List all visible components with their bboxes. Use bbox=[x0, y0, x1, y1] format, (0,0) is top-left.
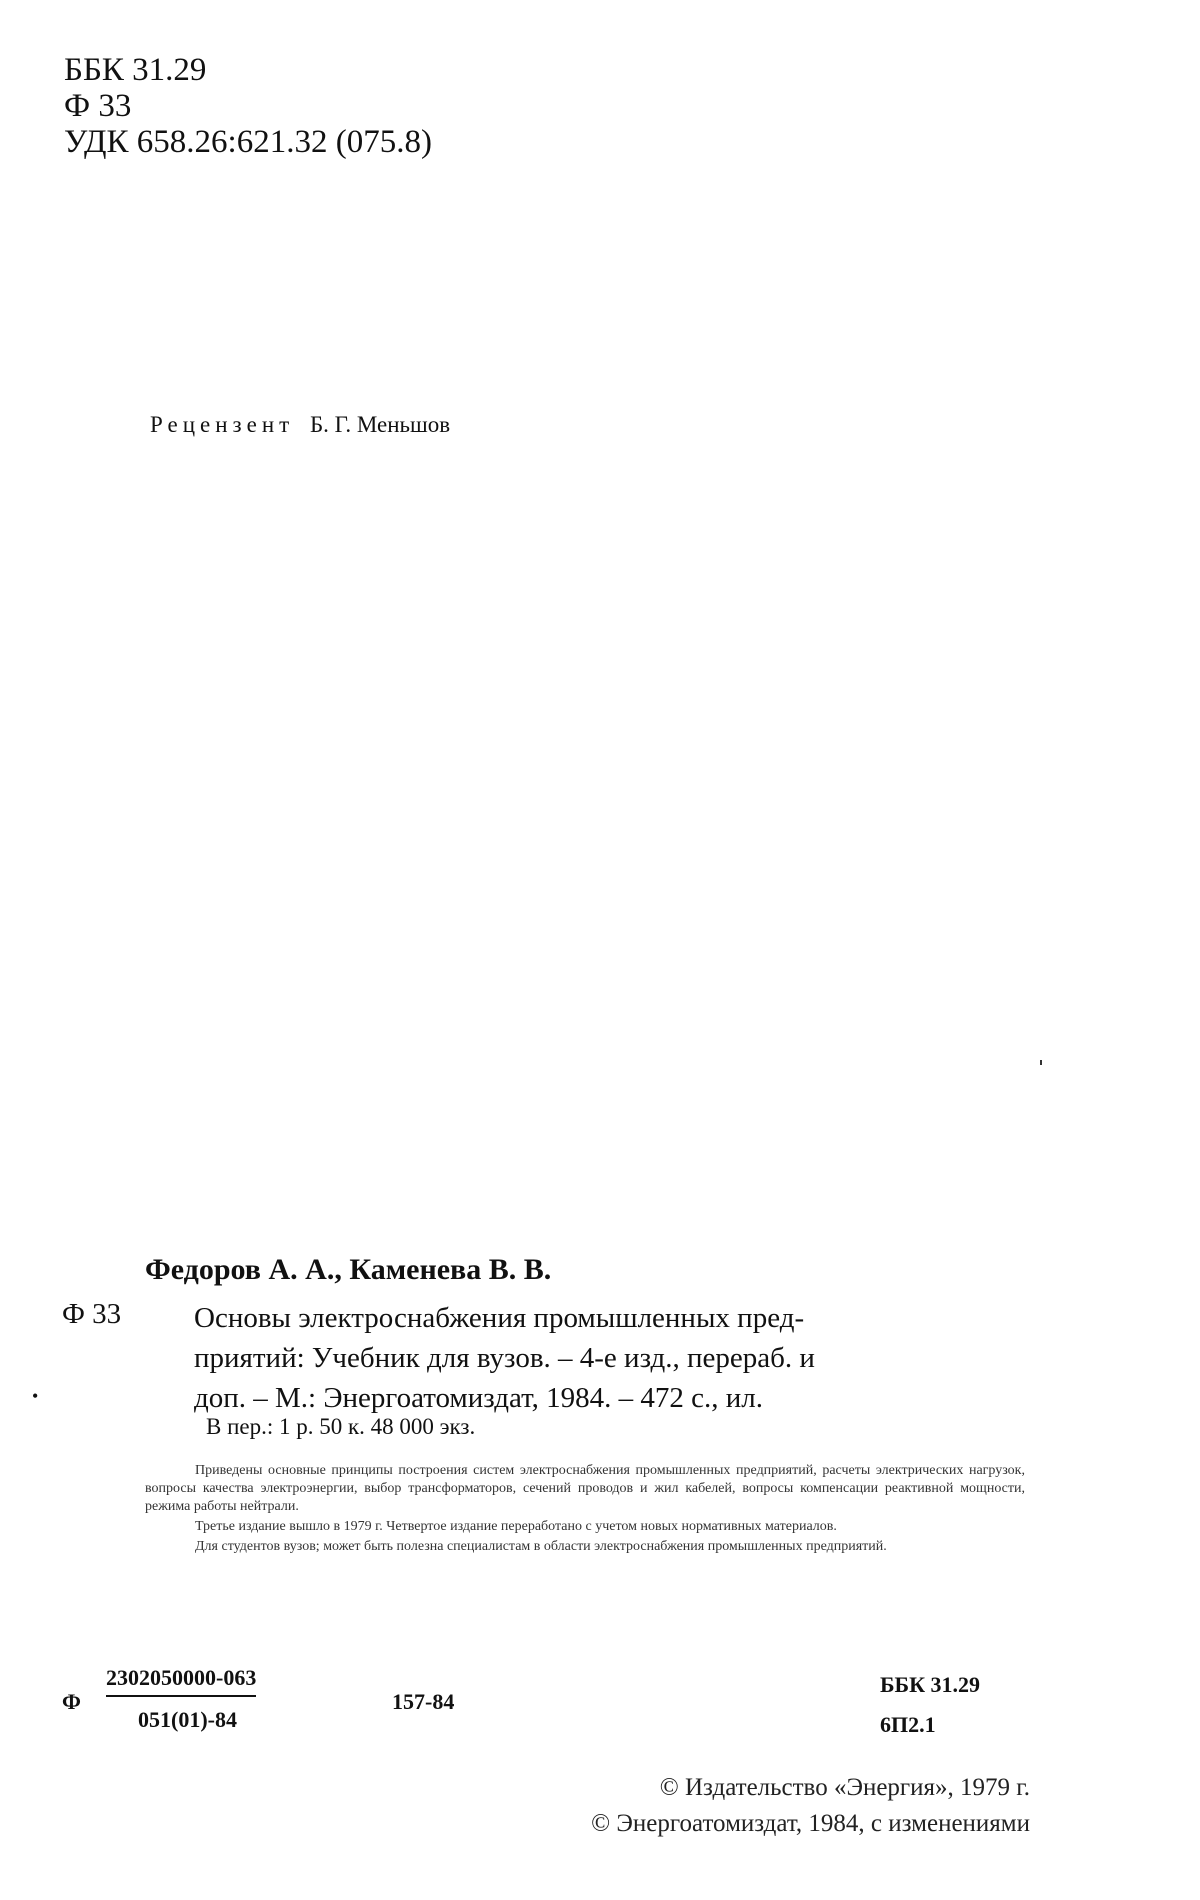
index-code bbox=[62, 1665, 562, 1745]
reviewer-name: Б. Г. Меньшов bbox=[309, 412, 451, 437]
reviewer-label: Рецензент bbox=[150, 412, 295, 437]
index-prefix: Ф bbox=[62, 1689, 81, 1714]
index-suffix: 157-84 bbox=[392, 1689, 455, 1714]
entry-code: Ф 33 bbox=[62, 1298, 122, 1330]
title-line: приятий: Учебник для вузов. – 4-е изд., перераб. и bbox=[194, 1342, 815, 1374]
book-authors: Федоров А. А., Каменева В. В. bbox=[145, 1253, 552, 1286]
annotation-paragraph: Для студентов вузов; может быть полезна специалистам в области электроснабжения промышленных предприятий. bbox=[195, 1539, 887, 1554]
title-line: доп. – М.: Энергоатомиздат, 1984. – 472 с., ил. bbox=[194, 1382, 763, 1414]
udk-code: УДК 658.26:621.32 (075.8) bbox=[64, 124, 432, 160]
copyright-block bbox=[591, 1770, 1030, 1842]
classification-block bbox=[64, 52, 432, 160]
bbk-code: ББК 31.29 bbox=[64, 52, 207, 88]
margin-dot: • bbox=[32, 1386, 39, 1406]
price-and-print-run: В пер.: 1 р. 50 к. 48 000 экз. bbox=[206, 1414, 476, 1439]
scan-speck bbox=[1040, 1060, 1042, 1065]
title-line: Основы электроснабжения промышленных пред- bbox=[194, 1302, 805, 1334]
bbk-right-number: 6П2.1 bbox=[880, 1712, 936, 1737]
annotation bbox=[145, 1462, 1025, 1556]
annotation-paragraph: Третье издание вышло в 1979 г. Четвертое издание переработано с учетом новых нормативных материалов. bbox=[195, 1519, 837, 1534]
book-title bbox=[194, 1298, 1027, 1418]
author-mark: Ф 33 bbox=[64, 88, 132, 124]
bbk-right-block bbox=[880, 1665, 980, 1745]
reviewer-line bbox=[150, 412, 450, 438]
bibliographic-entry bbox=[32, 1298, 1027, 1418]
copyright-line: © Энергоатомиздат, 1984, с изменениями bbox=[591, 1810, 1030, 1837]
index-numerator: 2302050000-063 bbox=[106, 1665, 256, 1697]
annotation-paragraph: Приведены основные принципы построения систем электроснабжения промышленных предприятий, расчеты электрических нагрузок, вопросы качества электроэнергии, выбор трансформаторов, сечений проводов и жил кабелей, вопросы компенсации реактивной мощности, режима работы нейтрали. bbox=[145, 1463, 1025, 1514]
bbk-right-code: ББК 31.29 bbox=[880, 1672, 981, 1697]
copyright-line: © Издательство «Энергия», 1979 г. bbox=[659, 1774, 1030, 1801]
index-denominator: 051(01)-84 bbox=[138, 1707, 237, 1732]
